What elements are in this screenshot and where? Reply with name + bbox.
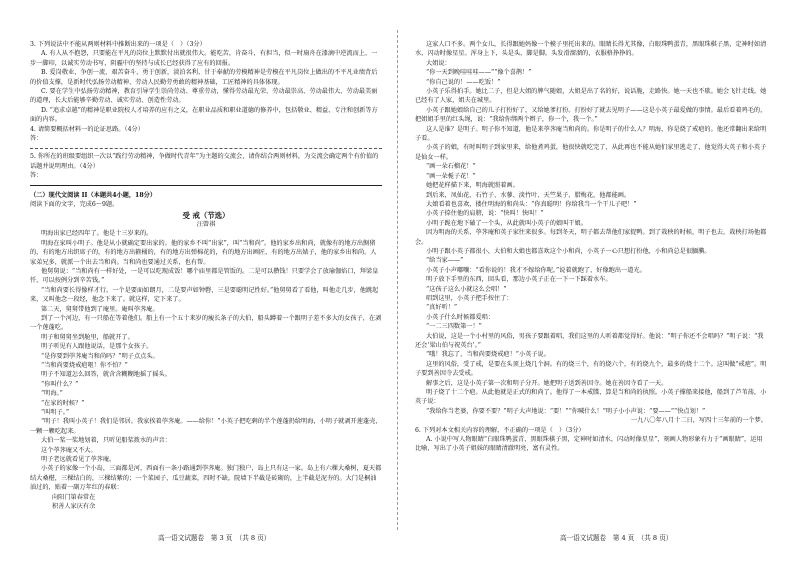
story-para: 明子老远就看见了荸荠庵。 [41, 456, 116, 464]
q3-option-a: A. 有人从不抱怨，只要能在平凡的岗位上默默付出就很伟大。能吃苦，肯奋斗，有担当，似一时扇舟在漆滴中逆流而上，一步一脚印，以诚实劳动书写，阴霾中的坚持与成长已经获得了应有的回报。 [30, 50, 378, 67]
story-para: 大伯说，这是一个小村里的风俗，男孩子要跟着唱，我们这里的人听着都觉得好。他说：“明子你还不会唱吗？”明子说：“我还会‘梁山伯与祝英台’。” [415, 332, 764, 349]
q3-option-b: B. 爱岗敬业、争创一流，艰苦奋斗、勇于创新，淡泊名利、甘于奉献的劳模精神是劳模在平凡岗位上做出的不平凡业绩背后的价值支撑，是新时代弘扬劳动精神、劳动人民勤劳勇敢的精神基础，工匠精神的具体体现。 [30, 69, 378, 86]
dialogue-line: “画一朵栀子花！” [426, 172, 476, 180]
dialogue-line: “这孩子这么小就这么会唱！” [426, 285, 507, 293]
dialogue-line: “你一天到晚哇哇哇——”“像个喜鹊！” [426, 69, 532, 77]
story-para: 小明子跟小英子都很小，大伯和大娘也都喜欢这个小和尚，小英子一心只想打扮他，小和尚总是很腼腆。 [426, 247, 711, 255]
q5-stem: 5. 你所在的班级要组织一次以“践行劳动精神，争做时代青年”为主题的交流会，请你结合两则材料，为交流会确定两个有价值的话题并说明理由。（4分） [30, 153, 379, 170]
story-para: 小英子什么时候都爱唱： [426, 313, 495, 321]
dialogue-line: “当和尚要烧戒疤呕！你不怕？” [41, 362, 128, 369]
story-para: 到后来，凤仙花、石竹子、水蓼、淡竹叶、天竺果子、腊梅花，他都能画。 [426, 191, 631, 199]
dialogue-line: “给当家——” [426, 257, 464, 265]
story-para: 明子不知道怎么回答，就含含糊糊地摇了摇头。 [41, 371, 171, 379]
dialogue-line: “你叫什么？” [41, 380, 79, 388]
story-para: 小英子的娘，有时叫明子到家里来，给他煮鸡蛋，他很快就吃完了，从此再也不能从她们家里逃走了，他觉得大英子和小英子是仙女一样。 [415, 144, 767, 161]
story-para: 小英子的家像一个小岛，三面都是河，西面有一条小路通到荸荠庵。独门独户，岛上只有这一家。岛上有六棵大桑树，夏天都结大桑椹，三棵结白的，三棵结紫的；一个菜园子，瓜豆蔬菜，四时不缺。院墙下半截是砖砌的，上半截是泥夯的。大门是桐油油过的，贴着一副万年红的春联： [30, 465, 382, 492]
dialogue-line: “你自己说的！——吃饭！” [426, 78, 501, 86]
dialogue-line: “明海。” [41, 390, 63, 398]
q3-stem: 3. 下列说法中不能从两则材料中推断出来的一项是（ ）（3分） [30, 41, 206, 48]
q6-stem: 6. 下列对本文相关内容的理解，不正确的一项是（ ）（3分） [415, 426, 585, 434]
story-para: 小明子跪在地下磕了一个头，从此就叫小英子的娘叫干娘。 [426, 219, 587, 227]
story-para: 这家人口不多。两个女儿，长得跟她妈像一个模子里托出来的。眼睛长得尤其像，白眼珠鸭蛋青，黑眼珠棋子黑，定神时如清水，闪动时像星星。浑身上下，头是头，脚是脚。头发滑溜溜的，衣服格挣挣的。 [415, 41, 767, 58]
story-para: 第二天，舅舅带他到了庵里。庵叫荸荠庵。 [41, 305, 159, 313]
story-para: 他舅舅说：“当和尚有一样好处，一是可以吃现成饭！哪个庙里都是管饭的。二是可以攒钱！只要学会了放瑜伽焰口，拜梁皇忏，可以按例分到辛苦钱。” [30, 267, 379, 285]
answer-line [30, 148, 382, 149]
story-para: 这里的风俗，受了戒，是要在头顶上烧几个洞。有的烧三个，有的烧六个，有的烧九个，最多的烧十二个。这叫做“戒疤”。明子要到善因寺去受戒。 [415, 360, 767, 378]
date-line: 一九八〇年八月十二日，写四十三年前的一个梦。 [630, 417, 767, 425]
q5-answer: 答： [30, 172, 43, 180]
story-para: 明子放下手里的东西，回头看，那边小英子正在一下一下踩着水车。 [426, 276, 612, 284]
story-para: “明子！我叫小英子！我们是邻居。我家挨着荸荠庵。——给你！”小英子把吃剩的半个莲蓬扔给明海，小明子就剥开莲蓬壳，一颗一颗吃起来。 [30, 418, 382, 435]
story-para: 明子听见有人跟他说话，是那个女孩子。 [41, 343, 153, 351]
dialogue-line: “是你要到荸荠庵当和尚吗？”明子点点头。 [41, 352, 159, 360]
q3-option-c: C. 要在学生中弘扬劳动精神，教育引导学生崇尚劳动、尊重劳动，懂得劳动最光荣、劳动最崇高、劳动最伟大、劳动最美丽的道理，长大后能够辛勤劳动、诚实劳动、创造性劳动。 [30, 88, 378, 105]
story-para: 小英子捺住他的肩膀，说：“快叫！快叫！” [426, 210, 544, 218]
dialogue-line: “我给你当老婆，你要不要？”明子大声地说：“要！”“你喊什么！”明子小小声说：“要——”“快点划！” [426, 407, 706, 415]
story-para: 小英子跟她娘给自己的儿子打扮好了，又给她爹打扮。打扮好了就去见明子——这是小英子最爱做的事情。最后看着鸡毛的，把姐姐手里的红头绳，说：“我给你绑两个辫子，你一个，我一个。” [415, 106, 767, 124]
page-footer-left: 高一语文试题卷 第 3 页 （共 8 页） [158, 534, 271, 542]
story-para: 解事之后，这是小英子第一次和明子分开。她把明子送到善因寺。她在善因寺看了一天。 [426, 379, 668, 387]
couplet-line: 向阳门第春常在 [52, 493, 96, 501]
q6-option-a: A. 小说中写人物眼睛“白眼珠鸭蛋青，黑眼珠棋子黑，定神时如清水，闪动时像星星”，刻画人物形象有力于“画眼睛”，运用比喻，写出了小英子姐妹的眼睛清澈明亮，富有灵性。 [415, 436, 763, 453]
couplet-line: 积善人家庆有余 [52, 503, 96, 511]
right-page [415, 40, 767, 454]
story-para: 这个荸荠庵又不大。 [41, 446, 97, 454]
story-para: 大娘看着也喜欢，搂住明海的和尚头：“你真聪明！你给我当一个干儿子吧！” [426, 200, 637, 208]
reading-instruction: 阅读下面的文字，完成6～9题。 [30, 201, 119, 209]
story-para: 这人是谁？是明子。明子你不知道，他是来荸荠庵当和尚的。你是明子的什么人？明海，你是烧了戒疤的。他还常翻出来给明子看。 [415, 125, 767, 143]
story-para: 大伯一桨一桨地划着，只听见船桨拨水的声音： [41, 437, 171, 445]
story-para: 到了一个河边，有一只船在等着他们。船上有一个五十来岁的瘦长条子的大伯，船头蹲着一个跟明子差不多大的女孩子，在剥一个莲蓬吃。 [30, 314, 382, 332]
dialogue-line: “在家的时候？” [41, 399, 85, 407]
dialogue-line: “真好听！” [426, 304, 458, 312]
story-para: 明子和舅舅坐到舱里，船就开了。 [41, 333, 134, 341]
story-title: 受 戒（节选） [182, 210, 230, 220]
story-para: 她把花样描下来，明海就照着画。 [426, 182, 519, 190]
story-para: 大姐说： [426, 59, 451, 67]
story-para: 小英子小声嘟囔：“看你说的！我才不嫁给你呢。”说着就跑了，好像跑出一道光。 [426, 266, 646, 274]
story-author: 汪曾祺 [196, 220, 216, 228]
story-para: 小英子乐得拍手。她比二子，但是大姐的脾气随娘，大姐是出了名的好，说话脆，走路快。她一天也不歇。她会飞针走线。她已经有了人家，姐夫在城里。 [415, 88, 767, 105]
left-page [30, 40, 382, 512]
section-rule [30, 185, 382, 186]
dialogue-line: “一二三四数第一！” [426, 323, 482, 331]
story-para: 明海出家已经四年了。他是十三岁来的。 [41, 230, 153, 238]
section-heading: （二）现代文阅读 II（本题共4小题，18分） [30, 191, 157, 199]
page-divider [397, 30, 398, 530]
q4-answer: 答： [30, 135, 43, 143]
q3-option-d: D. “追求卓越”的精神是职业院校人才培养的应有之义，在职业品质和职业道德的修养中，包括敬业、精益、专注和创新等方面的内容。 [30, 106, 378, 124]
dialogue-line: “叫明子。” [41, 409, 69, 417]
story-para: 明海在家叫小明子。他是从小就确定要出家的。他的家乡不叫“出家”，叫“当和尚”。他的家乡出和尚，就像有的地方出劁猪的，有的地方出织席子的，有的地方出箍桶的，有的地方出弹棉花的，有的地方出画匠，有的地方出婊子，他的家乡出和尚。人家弟兄多，就派一个出去当和尚。当和尚也要通过关系，也有帮。 [30, 239, 377, 266]
story-para: 唱到这里，小英子把手按住了： [426, 294, 513, 302]
story-para: 因为明海的关系，荸荠庵和英子家往来很多。每到冬天，明子都去帮他们家捉鸭。到了栽秧的时候，明子也去，栽秧打场他都会。 [415, 229, 767, 246]
story-para: 明子烧了十二个疤。从此他就是正式的和尚了。他得了一本戒牒，算是当和尚的执照。小英子撑船来接他，船到了芦苇荡，小英子说： [415, 389, 767, 406]
page-footer-right: 高一语文试题卷 第 4 页 （共 8 页） [560, 534, 673, 542]
dialogue-line: “哦！我忘了，当和尚要烧戒疤！”小英子说。 [426, 351, 550, 359]
q4-stem: 4. 请简要概括材料一的论证思路。（4分） [30, 125, 144, 133]
dialogue-line: “画一朵石榴花！” [426, 163, 476, 171]
story-para: “当和尚要长得像样才行，一个是要面如朗月，二是要声如钟磬，三是要聪明记性好。”他舅舅看了看他，叫他走几步，他跳起来，又叫他念一段经，他念下来了。就这样，定下来了。 [30, 286, 379, 304]
